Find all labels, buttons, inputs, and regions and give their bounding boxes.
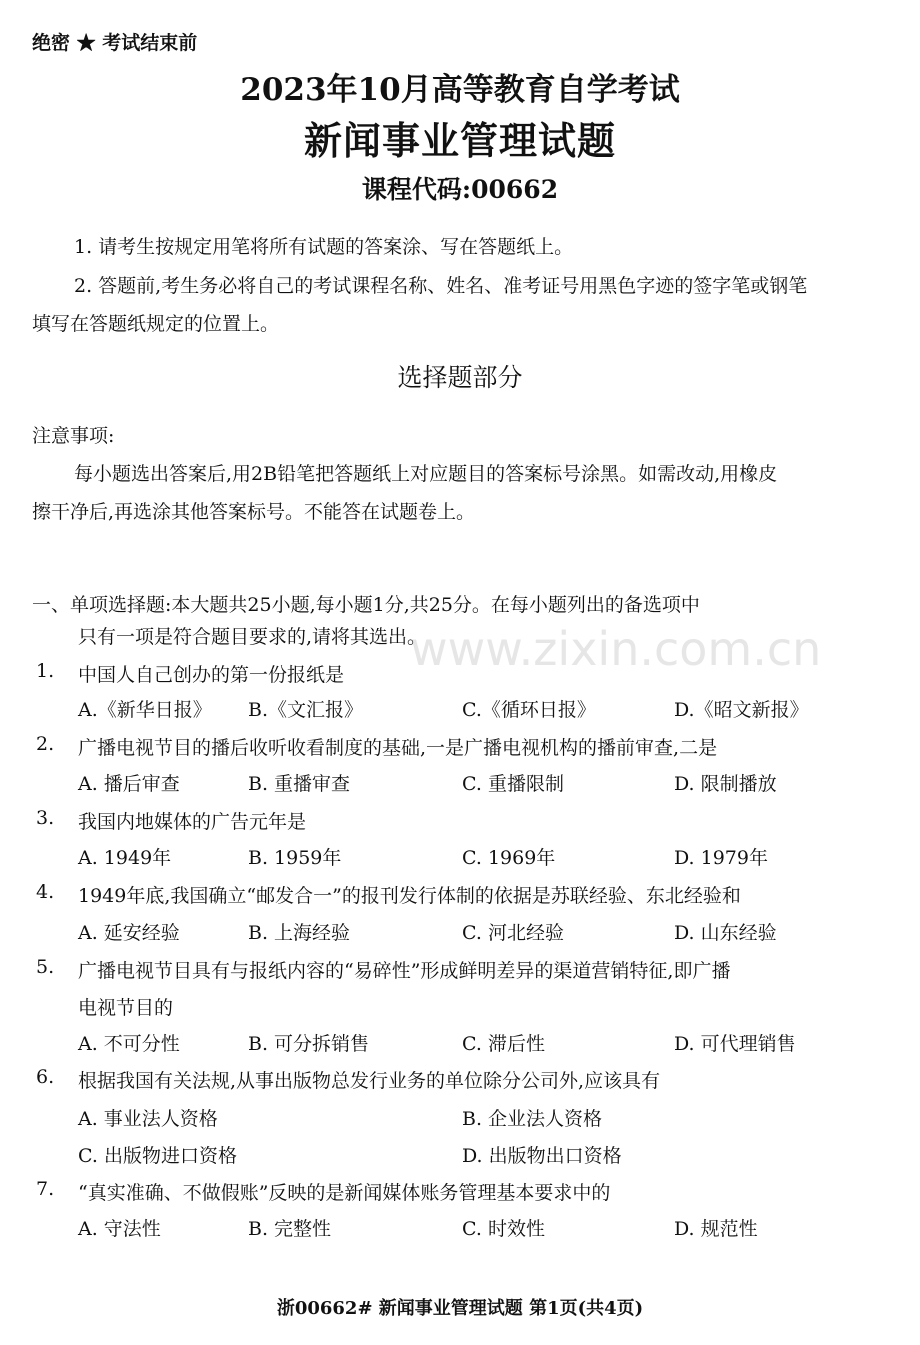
question-text: “真实准确、不做假账”反映的是新闻媒体账务管理基本要求中的 xyxy=(78,1182,611,1204)
confidential-label: 绝密 ★ 考试结束前 xyxy=(32,32,198,54)
answer-option: D. 规范性 xyxy=(674,1218,758,1240)
answer-option: C. 河北经验 xyxy=(462,922,564,944)
answer-option: C. 滞后性 xyxy=(462,1033,545,1055)
notice-label: 注意事项: xyxy=(32,425,115,447)
answer-option: A. 事业法人资格 xyxy=(78,1108,218,1130)
answer-option: B. 1959年 xyxy=(248,847,342,869)
instruction-1: 1. 请考生按规定用笔将所有试题的答案涂、写在答题纸上。 xyxy=(74,236,574,258)
question-number: 2. xyxy=(36,733,55,755)
watermark: www.zixin.com.cn xyxy=(410,622,822,676)
question-stem xyxy=(0,993,920,1023)
answer-option: B. 重播审查 xyxy=(248,773,351,795)
answer-option: C.《循环日报》 xyxy=(462,699,596,721)
question-number: 1. xyxy=(36,660,55,682)
page-footer: 浙00662# 新闻事业管理试题 第1页(共4页) xyxy=(276,1298,644,1319)
answer-option: D. 1979年 xyxy=(674,847,768,869)
answer-option: B. 可分拆销售 xyxy=(248,1033,370,1055)
answer-option: A. 守法性 xyxy=(78,1218,161,1240)
answer-option: A. 播后审查 xyxy=(78,773,180,795)
answer-option: B. 企业法人资格 xyxy=(462,1108,603,1130)
question-stem xyxy=(0,660,920,690)
answer-option: D. 可代理销售 xyxy=(674,1033,796,1055)
question-stem xyxy=(0,1178,920,1208)
answer-option: D. 限制播放 xyxy=(674,773,777,795)
question-number: 3. xyxy=(36,807,55,829)
question-number: 4. xyxy=(36,881,55,903)
question-stem xyxy=(0,807,920,837)
answer-option: D.《昭文新报》 xyxy=(674,699,809,721)
question-text: 1949年底,我国确立“邮发合一”的报刊发行体制的依据是苏联经验、东北经验和 xyxy=(78,885,741,907)
answer-option: D. 出版物出口资格 xyxy=(462,1145,622,1167)
answer-option: C. 出版物进口资格 xyxy=(78,1145,237,1167)
question-text: 广播电视节目的播后收听收看制度的基础,一是广播电视机构的播前审查,二是 xyxy=(78,737,718,759)
question-text: 我国内地媒体的广告元年是 xyxy=(78,811,307,833)
question-stem xyxy=(0,1066,920,1096)
answer-option: C. 1969年 xyxy=(462,847,556,869)
answer-option: C. 重播限制 xyxy=(462,773,564,795)
paper-title: 新闻事业管理试题 xyxy=(303,118,616,163)
question-stem xyxy=(0,881,920,911)
question-number: 7. xyxy=(36,1178,55,1200)
answer-option: B. 完整性 xyxy=(248,1218,332,1240)
answer-option: B.《文汇报》 xyxy=(248,699,364,721)
notice-line-2: 擦干净后,再选涂其他答案标号。不能答在试题卷上。 xyxy=(32,501,476,523)
question-text: 广播电视节目具有与报纸内容的“易碎性”形成鲜明差异的渠道营销特征,即广播 xyxy=(78,960,731,982)
question-text: 根据我国有关法规,从事出版物总发行业务的单位除分公司外,应该具有 xyxy=(78,1070,661,1092)
answer-option: A. 延安经验 xyxy=(78,922,180,944)
question-stem xyxy=(0,733,920,763)
course-code: 课程代码:00662 xyxy=(361,175,559,204)
instruction-2-cont: 填写在答题纸规定的位置上。 xyxy=(32,313,280,335)
answer-option: A. 不可分性 xyxy=(78,1033,180,1055)
answer-option: D. 山东经验 xyxy=(674,922,777,944)
answer-option: A. 1949年 xyxy=(78,847,172,869)
question-text: 电视节目的 xyxy=(78,997,174,1019)
question-stem xyxy=(0,956,920,986)
question-number: 5. xyxy=(36,956,55,978)
answer-option: A.《新华日报》 xyxy=(78,699,212,721)
instruction-2: 2. 答题前,考生务必将自己的考试课程名称、姓名、准考证号用黑色字迹的签字笔或钢笔 xyxy=(74,275,808,297)
section-title: 选择题部分 xyxy=(397,363,523,392)
notice-line-1: 每小题选出答案后,用2B铅笔把答题纸上对应题目的答案标号涂黑。如需改动,用橡皮 xyxy=(74,463,778,485)
question-number: 6. xyxy=(36,1066,55,1088)
part1-heading-cont: 只有一项是符合题目要求的,请将其选出。 xyxy=(78,626,427,648)
exam-title: 2023年10月高等教育自学考试 xyxy=(240,72,680,108)
answer-option: C. 时效性 xyxy=(462,1218,545,1240)
answer-option: B. 上海经验 xyxy=(248,922,351,944)
part1-heading: 一、单项选择题:本大题共25小题,每小题1分,共25分。在每小题列出的备选项中 xyxy=(32,594,700,616)
question-text: 中国人自己创办的第一份报纸是 xyxy=(78,664,345,686)
